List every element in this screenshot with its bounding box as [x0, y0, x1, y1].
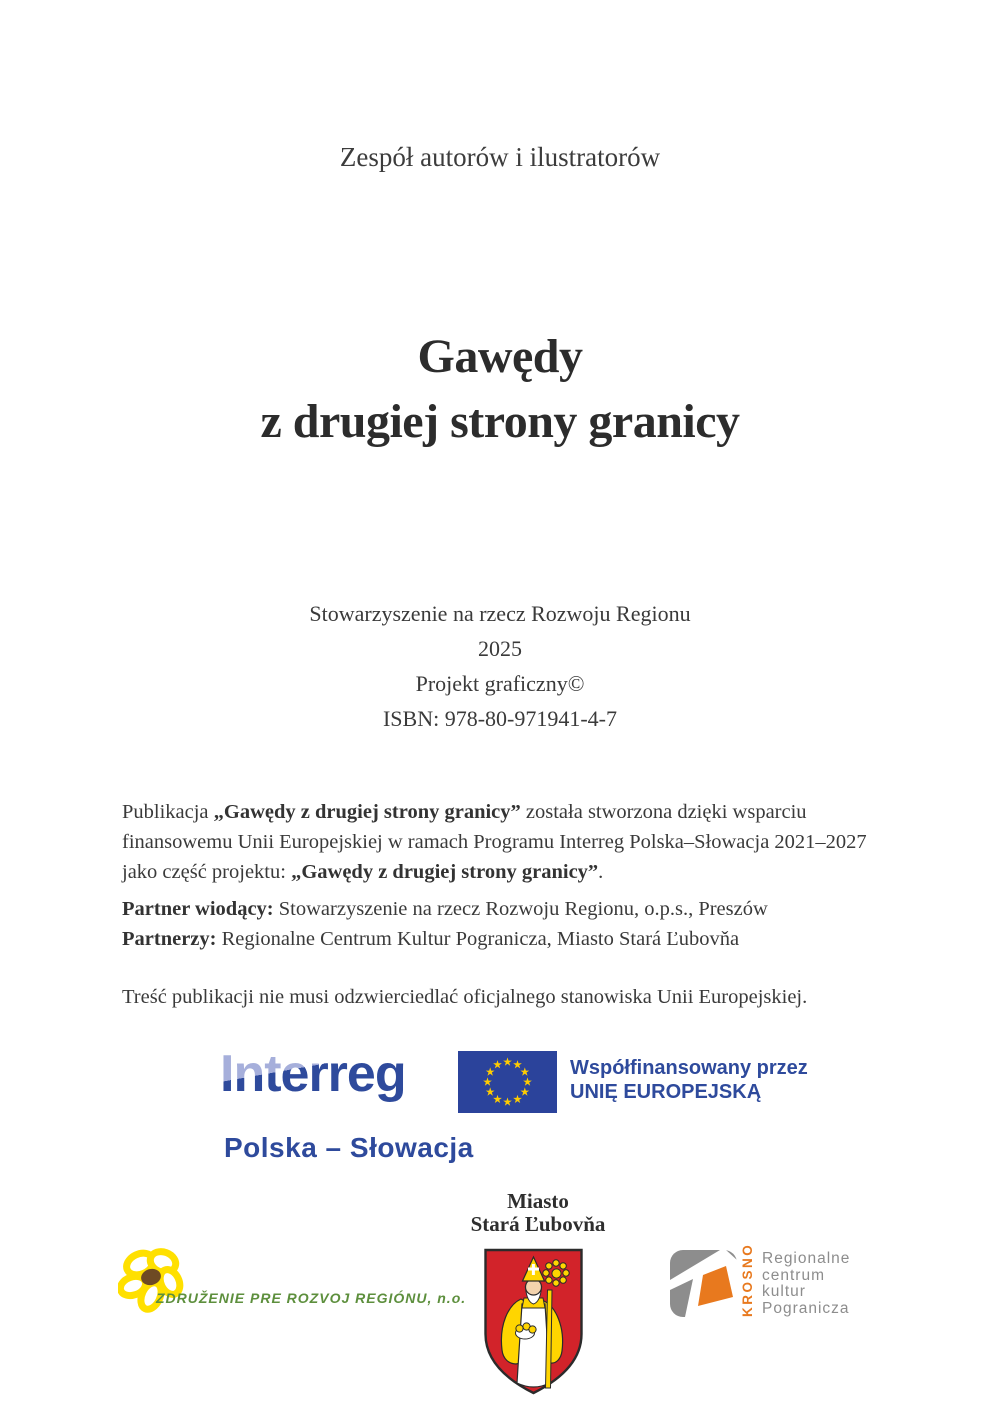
- publisher-line: Stowarzyszenie na rzecz Rozwoju Regionu: [309, 601, 691, 626]
- title-line-1: Gawędy: [417, 330, 583, 383]
- city-name-line-2: Stará Ľubovňa: [470, 1212, 606, 1236]
- krosno-vertical-text: KROSNO: [740, 1242, 755, 1317]
- eu-funding-line-1: Współfinansowany przez: [570, 1057, 808, 1079]
- funding-text-part-1: Publikacja: [122, 800, 214, 823]
- book-title: [0, 324, 1000, 454]
- publication-info: [0, 596, 1000, 736]
- funding-paragraph: [122, 797, 882, 887]
- eu-funding-text: [570, 1056, 808, 1104]
- isbn-line: ISBN: 978-80-971941-4-7: [382, 706, 618, 731]
- year-line: 2025: [478, 636, 522, 661]
- coat-of-arms-icon: [482, 1246, 585, 1398]
- city-name: [398, 1190, 678, 1236]
- association-name: ZDRUŽENIE PRE ROZVOJ REGIÓNU, n.o.: [156, 1290, 467, 1306]
- partners-block: [122, 894, 882, 954]
- krosno-name-line-2: centrum: [762, 1266, 825, 1284]
- association-logo: [118, 1246, 467, 1356]
- eu-funding-line-2: UNIĘ EUROPEJSKĄ: [570, 1081, 762, 1103]
- funding-text-part-3: .: [598, 860, 604, 883]
- partners-value: Regionalne Centrum Kultur Pogranicza, Miasto Stará Ľubovňa: [216, 928, 740, 950]
- partners-line: [122, 924, 882, 954]
- lead-partner-line: [122, 894, 882, 924]
- book-title-bold-1: „Gawędy z drugiej strony granicy”: [213, 800, 521, 823]
- krosno-name-line-4: Pogranicza: [762, 1299, 850, 1317]
- lead-partner-label: Partner wiodący:: [122, 898, 274, 920]
- krosno-logo: [670, 1242, 880, 1330]
- krosno-emblem-icon: [670, 1250, 737, 1317]
- lead-partner-value: Stowarzyszenie na rzecz Rozwoju Regionu, o.p.s., Preszów: [273, 898, 768, 920]
- interreg-wordmark: Interreg: [220, 1045, 406, 1103]
- krosno-name-line-3: kultur: [762, 1283, 806, 1300]
- funding-text-part-2: została stworzona dzięki wsparciu finansowemu Unii Europejskiej w ramach Programu Interreg Polska–Słowacja 2021–2027 jako część projektu:: [122, 800, 867, 883]
- title-line-2: z drugiej strony granicy: [260, 395, 740, 448]
- program-name: Polska – Słowacja: [224, 1132, 474, 1163]
- author-line: Zespół autorów i ilustratorów: [339, 142, 661, 172]
- design-credit-line: Projekt graficzny©: [415, 671, 585, 696]
- krosno-name-line-1: Regionalne: [762, 1250, 851, 1267]
- disclaimer-line: Treść publikacji nie musi odzwierciedlać oficjalnego stanowiska Unii Europejskiej.: [122, 986, 808, 1008]
- krosno-name-lines: [762, 1251, 850, 1317]
- eu-flag-icon: [458, 1051, 557, 1113]
- book-title-bold-2: „Gawędy z drugiej strony granicy”: [291, 860, 599, 883]
- partners-label: Partnerzy:: [122, 928, 217, 950]
- city-name-line-1: Miasto: [507, 1189, 569, 1213]
